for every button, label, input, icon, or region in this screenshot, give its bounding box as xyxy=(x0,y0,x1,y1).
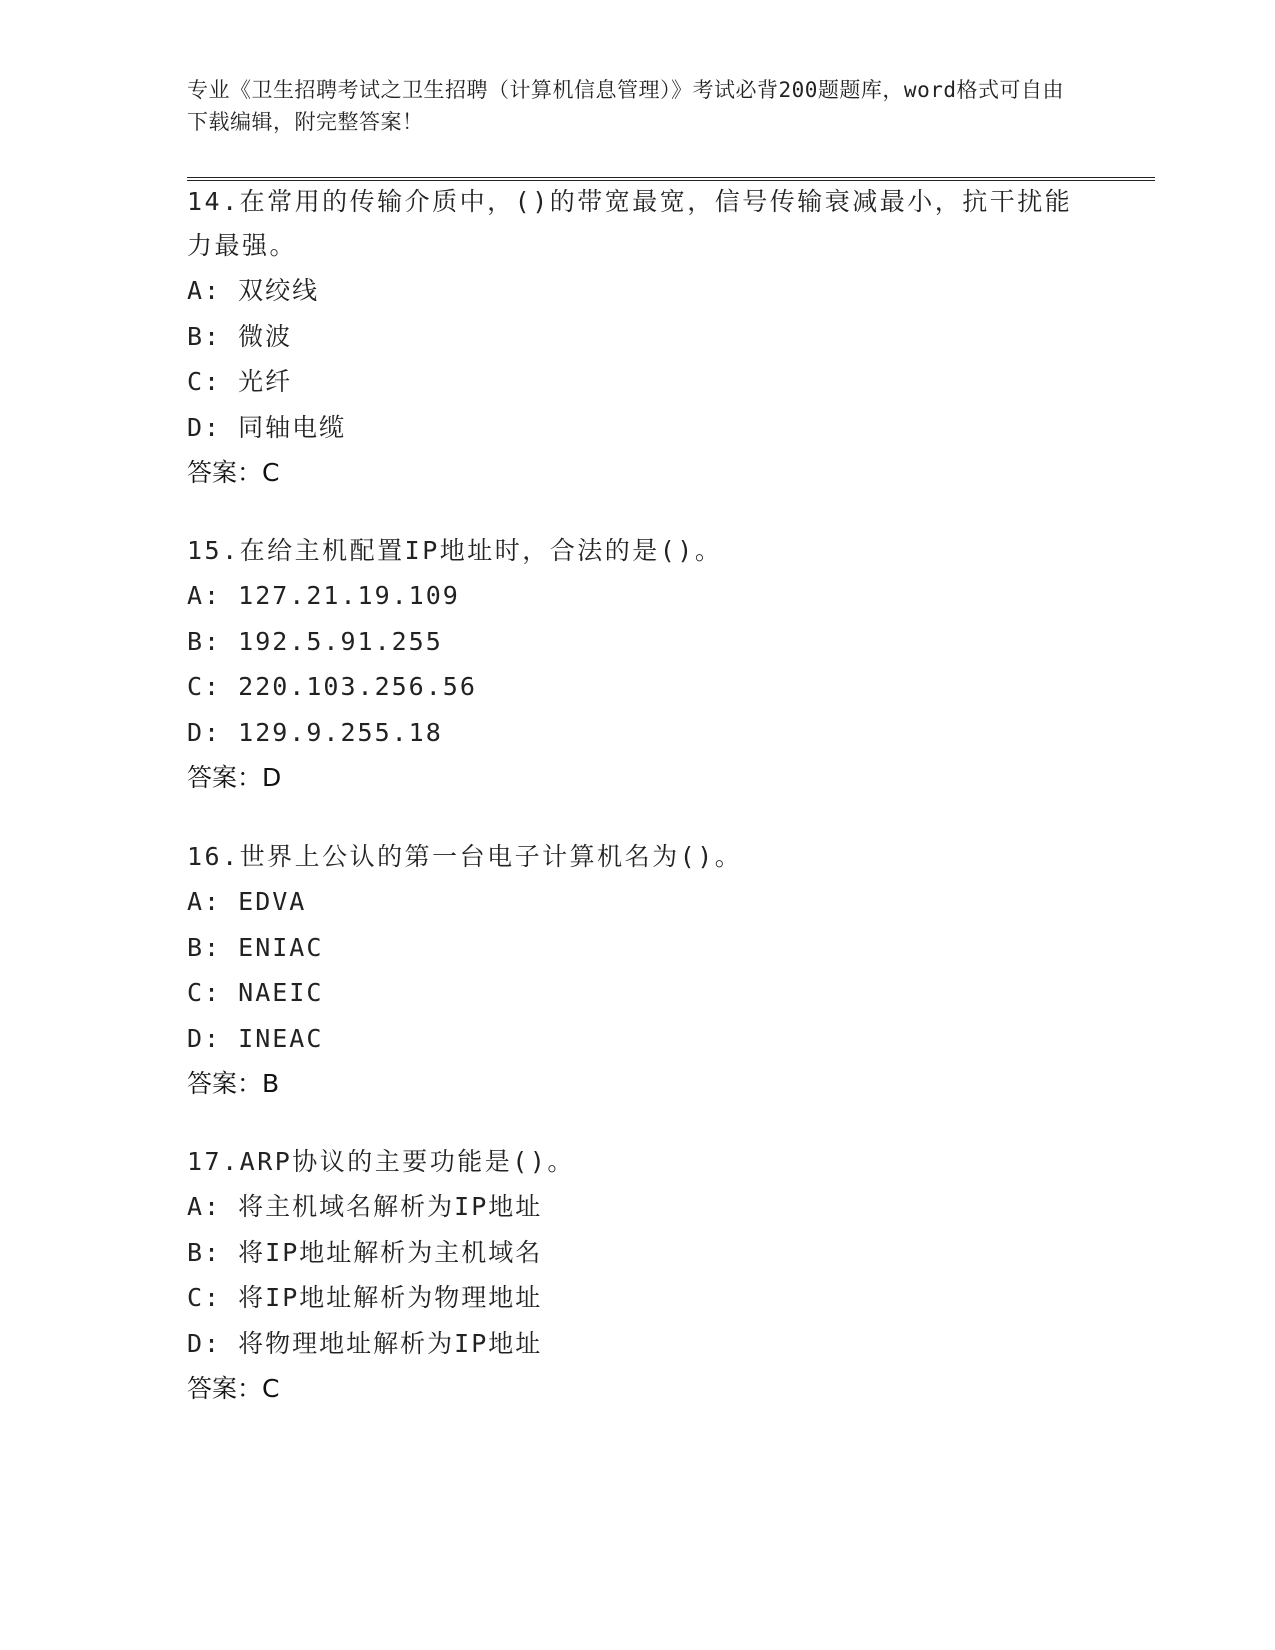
option-a: A: 127.21.19.109 xyxy=(187,581,460,610)
question-17 xyxy=(187,1140,1087,1411)
answer-line: 答案：D xyxy=(187,763,282,792)
question-stem: 17.ARP协议的主要功能是()。 xyxy=(187,1147,575,1176)
option-d: D: 129.9.255.18 xyxy=(187,717,443,747)
option-a: A: 双绞线 xyxy=(187,276,320,305)
question-stem: 14.在常用的传输介质中，()的带宽最宽，信号传输衰减最小，抗干扰能力最强。 xyxy=(187,187,1073,260)
option-b: B: ENIAC xyxy=(187,932,324,962)
option-d: D: 同轴电缆 xyxy=(187,412,347,442)
option-c: C: 220.103.256.56 xyxy=(187,672,477,701)
option-a: A: EDVA xyxy=(187,887,307,916)
answer-line: 答案：C xyxy=(187,458,280,487)
option-c: C: 将IP地址解析为物理地址 xyxy=(187,1283,543,1312)
option-b: B: 微波 xyxy=(187,321,293,351)
question-stem: 16.世界上公认的第一台电子计算机名为()。 xyxy=(187,842,743,871)
question-15 xyxy=(187,529,1087,800)
option-d: D: 将物理地址解析为IP地址 xyxy=(187,1328,543,1358)
option-a: A: 将主机域名解析为IP地址 xyxy=(187,1192,543,1221)
answer-line: 答案：B xyxy=(187,1069,280,1098)
option-d: D: INEAC xyxy=(187,1023,324,1053)
question-stem: 15.在给主机配置IP地址时，合法的是()。 xyxy=(187,536,723,565)
option-c: C: NAEIC xyxy=(187,978,324,1007)
answer-line: 答案：C xyxy=(187,1374,280,1403)
option-b: B: 将IP地址解析为主机域名 xyxy=(187,1237,543,1267)
question-14 xyxy=(187,180,1087,495)
option-c: C: 光纤 xyxy=(187,367,293,396)
document-intro: 专业《卫生招聘考试之卫生招聘（计算机信息管理）》考试必背200题题库，word格式可自由下载编辑，附完整答案！ xyxy=(187,78,1064,134)
question-16 xyxy=(187,835,1087,1106)
option-b: B: 192.5.91.255 xyxy=(187,626,443,656)
